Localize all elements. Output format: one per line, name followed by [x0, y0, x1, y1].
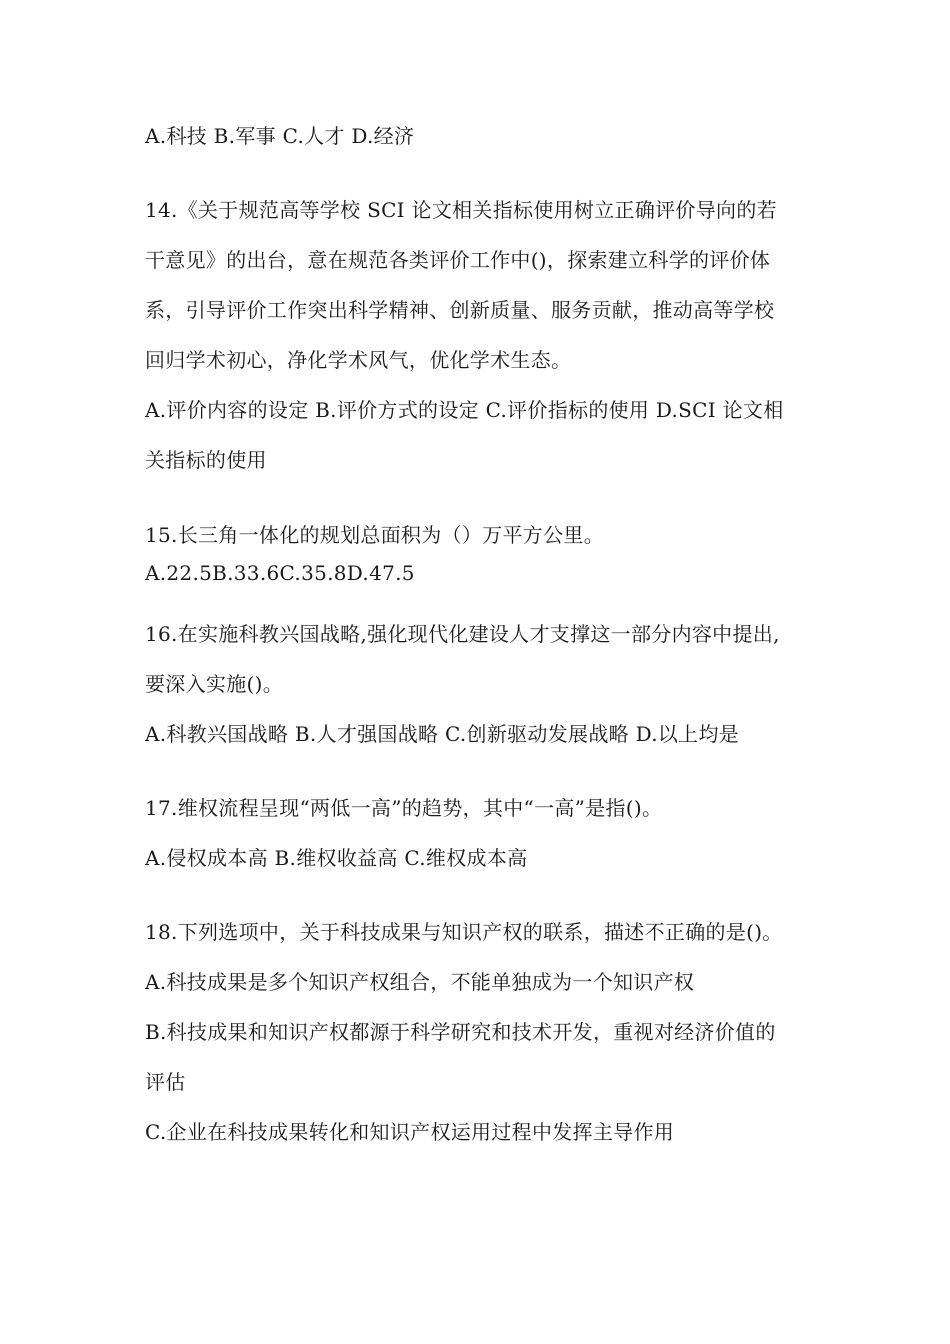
q14-text-line-3: 系，引导评价工作突出科学精神、创新质量、服务贡献，推动高等学校 [145, 298, 775, 322]
q17-text: 17.维权流程呈现“两低一高”的趋势，其中“一高”是指()。 [145, 796, 663, 820]
q16-text-line-2: 要深入实施()。 [145, 672, 284, 696]
q18-option-b-line-1: B.科技成果和知识产权都源于科学研究和技术开发，重视对经济价值的 [145, 1020, 776, 1044]
q14-text-line-4: 回归学术初心，净化学术风气，优化学术生态。 [145, 348, 572, 372]
q14-text-line-1: 14.《关于规范高等学校 SCI 论文相关指标使用树立正确评价导向的若 [145, 198, 777, 222]
q18-option-c: C.企业在科技成果转化和知识产权运用过程中发挥主导作用 [145, 1120, 675, 1144]
q15-text: 15.长三角一体化的规划总面积为（）万平方公里。 [145, 523, 605, 547]
q18-option-a: A.科技成果是多个知识产权组合，不能单独成为一个知识产权 [145, 970, 695, 994]
q16-options: A.科教兴国战略 B.人才强国战略 C.创新驱动发展战略 D.以上均是 [145, 722, 740, 746]
q13-options: A.科技 B.军事 C.人才 D.经济 [145, 124, 415, 148]
q14-text-line-2: 干意见》的出台，意在规范各类评价工作中()，探索建立科学的评价体 [145, 248, 771, 272]
q16-text-line-1: 16.在实施科教兴国战略,强化现代化建设人才支撑这一部分内容中提出, [145, 622, 780, 646]
q18-option-b-line-2: 评估 [145, 1070, 186, 1094]
q14-options-line-2: 关指标的使用 [145, 448, 267, 472]
q17-options: A.侵权成本高 B.维权收益高 C.维权成本高 [145, 846, 528, 870]
q18-text: 18.下列选项中，关于科技成果与知识产权的联系，描述不正确的是()。 [145, 920, 783, 944]
q15-options: A.22.5B.33.6C.35.8D.47.5 [145, 561, 415, 585]
q14-options-line-1: A.评价内容的设定 B.评价方式的设定 C.评价指标的使用 D.SCI 论文相 [145, 398, 784, 422]
